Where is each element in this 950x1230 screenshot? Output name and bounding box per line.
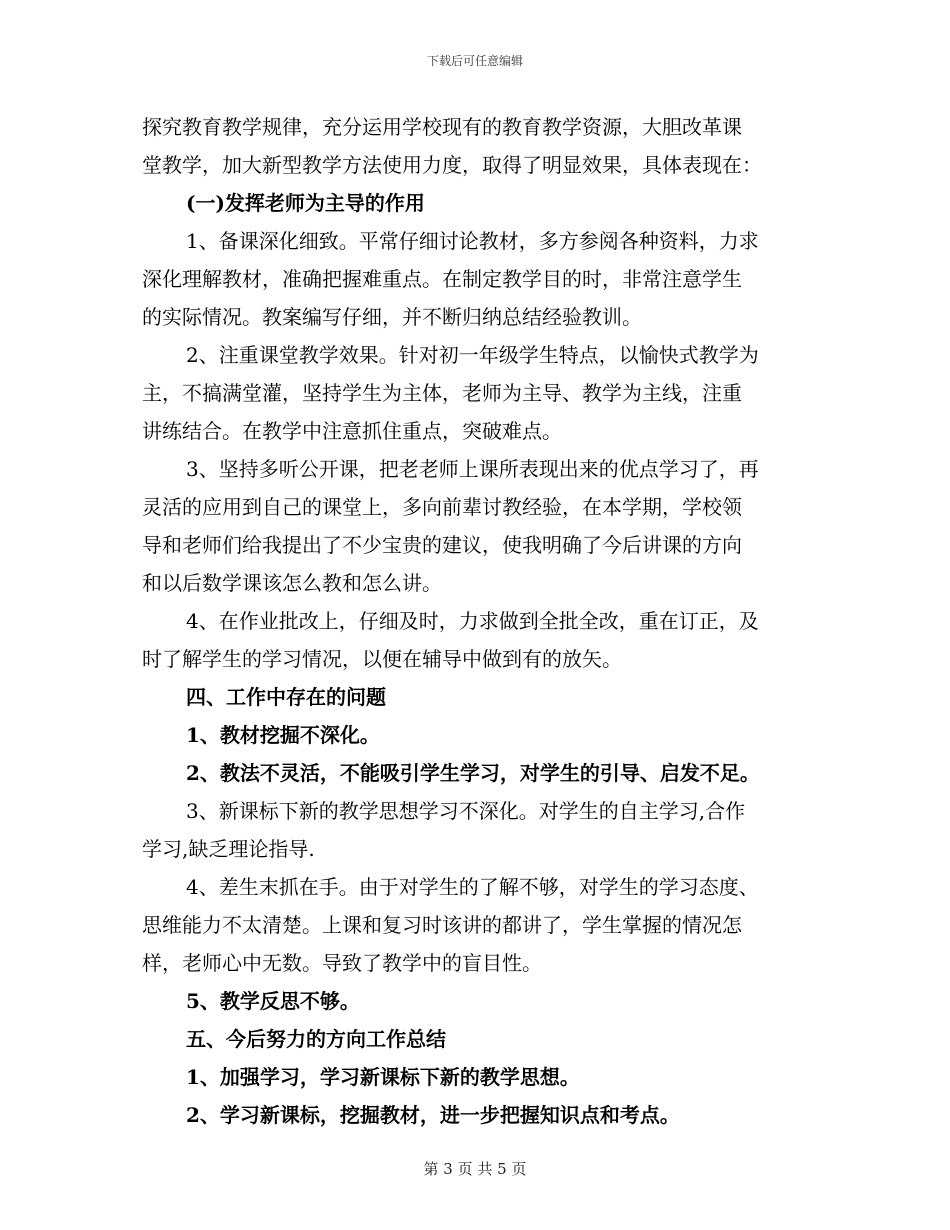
section-heading-line: 5、教学反思不够。 [186,989,360,1013]
paragraph-line: 4、在作业批改上，仔细及时，力求做到全批全改，重在订正，及 [186,609,759,633]
paragraph-line: 的实际情况。教案编写仔细，并不断归纳总结经验教训。 [142,305,642,329]
section-heading-line: (一)发挥老师为主导的作用 [186,191,425,215]
page-number-footer: 第 3 页 共 5 页 [423,1160,527,1178]
paragraph-line: 3、坚持多听公开课，把老老师上课所表现出来的优点学习了，再 [186,457,759,481]
section-heading-line: 五、今后努力的方向工作总结 [186,1027,446,1051]
section-heading-line: 四、工作中存在的问题 [186,685,386,709]
paragraph-line: 深化理解教材，准确把握难重点。在制定教学目的时，非常注意学生 [142,267,742,291]
paragraph-line: 和以后数学课该怎么教和怎么讲。 [142,571,442,595]
paragraph-line: 思维能力不太清楚。上课和复习时该讲的都讲了，学生掌握的情况怎 [142,913,742,937]
section-heading-line: 2、教法不灵活，不能吸引学生学习，对学生的引导、启发不足。 [186,761,760,785]
paragraph-line: 样，老师心中无数。导致了教学中的盲目性。 [142,951,542,975]
paragraph-line: 灵活的应用到自己的课堂上，多向前辈讨教经验，在本学期，学校领 [142,495,742,519]
paragraph-line: 1、备课深化细致。平常仔细讨论教材，多方参阅各种资料，力求 [186,229,759,253]
page-header: 下载后可任意编辑 [426,54,523,68]
paragraph-line: 探究教育教学规律，充分运用学校现有的教育教学资源，大胆改革课 [142,115,742,139]
section-heading-line: 2、学习新课标，挖掘教材，进一步把握知识点和考点。 [186,1103,680,1127]
paragraph-line: 堂教学，加大新型教学方法使用力度，取得了明显效果，具体表现在： [142,153,762,177]
paragraph-line: 3、新课标下新的教学思想学习不深化。对学生的自主学习,合作 [186,799,746,823]
section-heading-line: 1、加强学习，学习新课标下新的教学思想。 [186,1065,580,1089]
section-heading-line: 1、教材挖掘不深化。 [186,723,380,747]
paragraph-line: 2、注重课堂教学效果。针对初一年级学生特点，以愉快式教学为 [186,343,759,367]
paragraph-line: 4、差生末抓在手。由于对学生的了解不够，对学生的学习态度、 [186,875,759,899]
paragraph-line: 导和老师们给我提出了不少宝贵的建议，使我明确了今后讲课的方向 [142,533,742,557]
paragraph-line: 主，不搞满堂灌，坚持学生为主体，老师为主导、教学为主线，注重 [142,381,742,405]
paragraph-line: 时了解学生的学习情况，以便在辅导中做到有的放矢。 [142,647,622,671]
paragraph-line: 讲练结合。在教学中注意抓住重点，突破难点。 [142,419,562,443]
document-body [142,108,810,1134]
paragraph-line: 学习,缺乏理论指导. [142,837,315,861]
